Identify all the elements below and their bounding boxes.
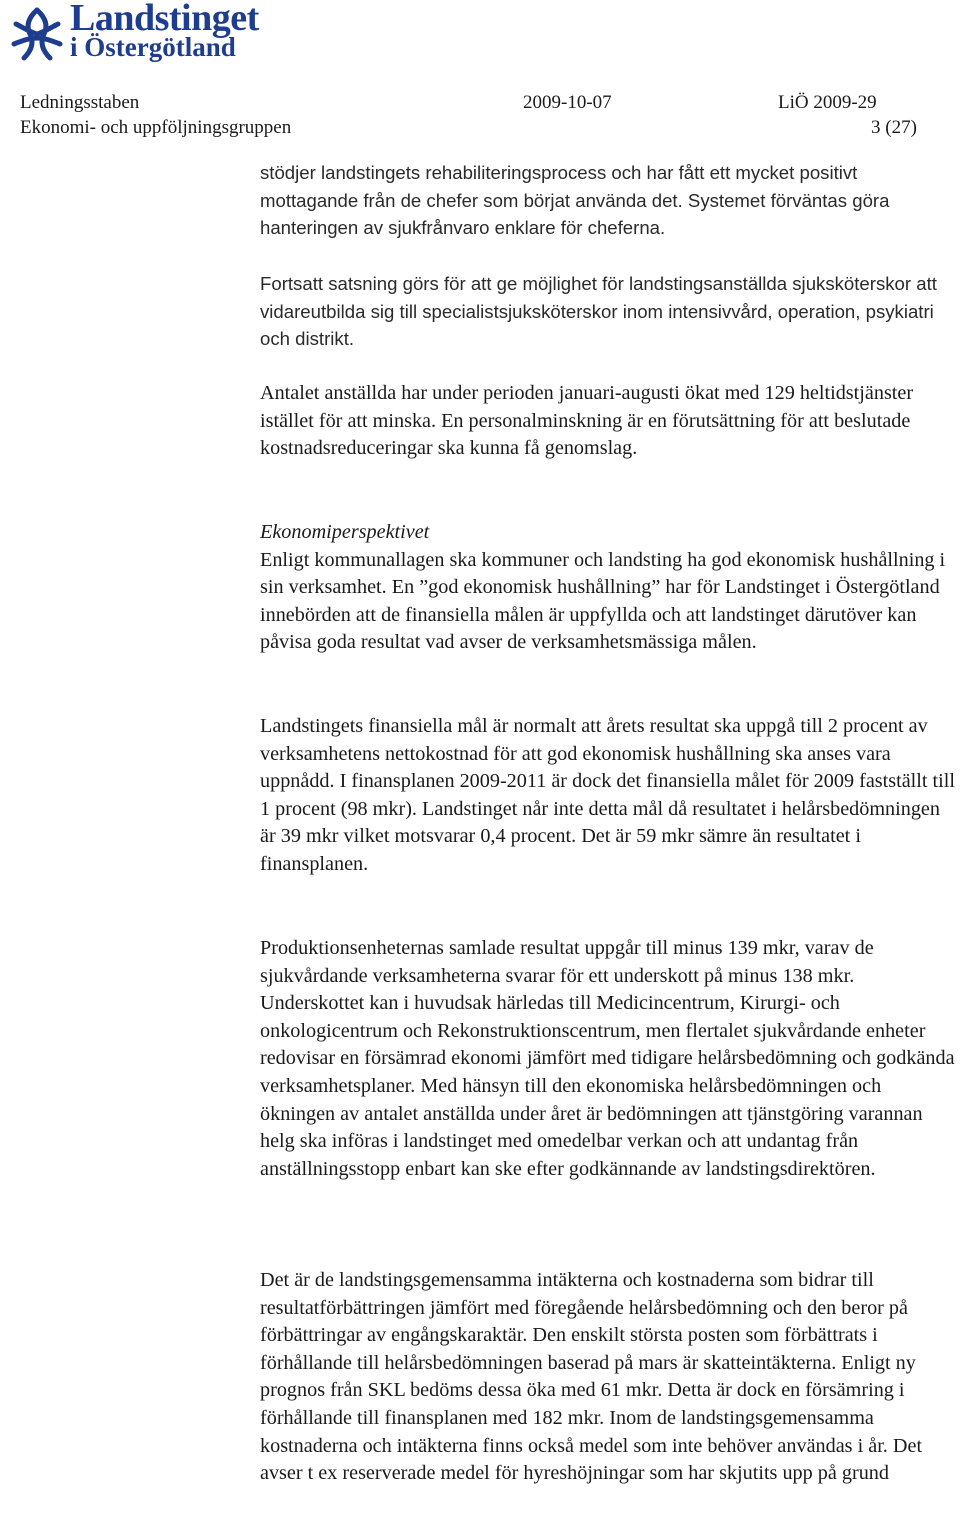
paragraph-text: Antalet anställda har under perioden januari-augusti ökat med 129 heltidstjänster istället för att minska. En personalminskning är en förutsättning för att beslutade kostnadsreduceringar ska kunna få genomslag. [260,382,914,460]
header-page-number: 3 (27) [871,117,917,138]
paragraph-text: Enligt kommunallagen ska kommuner och landsting ha god ekonomisk hushållning i sin verksamhet. En ”god ekonomisk hushållning” har för Landstinget i Östergötland innebörden att de finansiella målen är uppfyllda och att landstinget därutöver kan påvisa goda resultat vad avser de verksamhetsmässiga målen. [260,548,946,654]
section-heading: Ekonomiperspektivet [260,521,430,543]
landstinget-emblem-icon [6,4,68,64]
paragraph-production-units [260,935,960,1183]
paragraph-text: stödjer landstingets rehabiliteringsprocess och har fått ett mycket positivt mottagande från de chefer som börjat använda det. Systemet förväntas göra hanteringen av sjukfrånvaro enklare för cheferna. [260,162,890,239]
paragraph-text: Det är de landstingsgemensamma intäkterna och kostnaderna som bidrar till resultatförbättringen jämfört med föregående helårsbedömning och den beror på förbättringar av engångskaraktär. Den enskilt största posten som förbättrats i förhållande till helårsbedömningen baserad på mars är skatteintäkterna. Enligt ny prognos från SKL bedöms dessa öka med 61 mkr. Detta är dock en försämring i förhållande till finansplanen med 182 mkr. Inom de landstingsgemensamma kostnaderna och intäkterna finns också medel som inte behöver användas i år. Det avser t ex reserverade medel för hyreshöjningar som har skjutits upp på grund [260,1269,923,1485]
logo-title: Landstinget [70,0,259,39]
paragraph-text: Landstingets finansiella mål är normalt att årets resultat ska uppgå till 2 procent av verksamhetens nettokostnad för att god ekonomisk hushållning ska anses vara uppnådd. I finansplanen 2009-2011 är dock det finansiella målet för 2009 fastställt till 1 procent (98 mkr). Landstinget når inte detta mål då resultatet i helårsbedömningen är 39 mkr vilket motsvarar 0,4 procent. Det är 59 mkr sämre än resultatet i finansplanen. [260,715,955,875]
paragraph-nursing-education [260,270,960,353]
paragraph-common-revenue [260,1267,960,1488]
paragraph-rehabilitation [260,159,960,242]
header-date: 2009-10-07 [523,92,612,113]
header-reference: LiÖ 2009-29 [778,92,877,113]
header-department: Ledningsstaben [20,92,140,113]
logo-subtitle: i Östergötland [70,32,236,62]
paragraph-text: Fortsatt satsning görs för att ge möjlighet för landstingsanställda sjuksköterskor att vidareutbilda sig till specialistsjuksköterskor inom intensivvård, operation, psykiatri och distrikt. [260,273,937,350]
paragraph-financial-goal [260,713,960,879]
header-group: Ekonomi- och uppföljningsgruppen [20,117,292,138]
paragraph-staffing [260,380,960,463]
landstinget-logo [6,2,276,66]
paragraph-text: Produktionsenheternas samlade resultat uppgår till minus 139 mkr, varav de sjukvårdande verksamheterna svarar för ett underskott på minus 138 mkr. Underskottet kan i huvudsak härledas till Medicincentrum, Kirurgi- och onkologicentrum och Rekonstruktionscentrum, men flertalet sjukvårdande enheter redovisar en försämrad ekonomi jämfört med tidigare helårsbedömning och godkända verksamhetsplaner. Med hänsyn till den ekonomiska helårsbedömningen och ökningen av antalet anställda under året är bedömningen att tjänstgöring varannan helg ska införas i landstinget med omedelbar verkan och att undantag från anställningsstopp enbart kan ske efter godkännande av landstingsdirektören. [260,937,955,1180]
section-economy [260,519,960,657]
